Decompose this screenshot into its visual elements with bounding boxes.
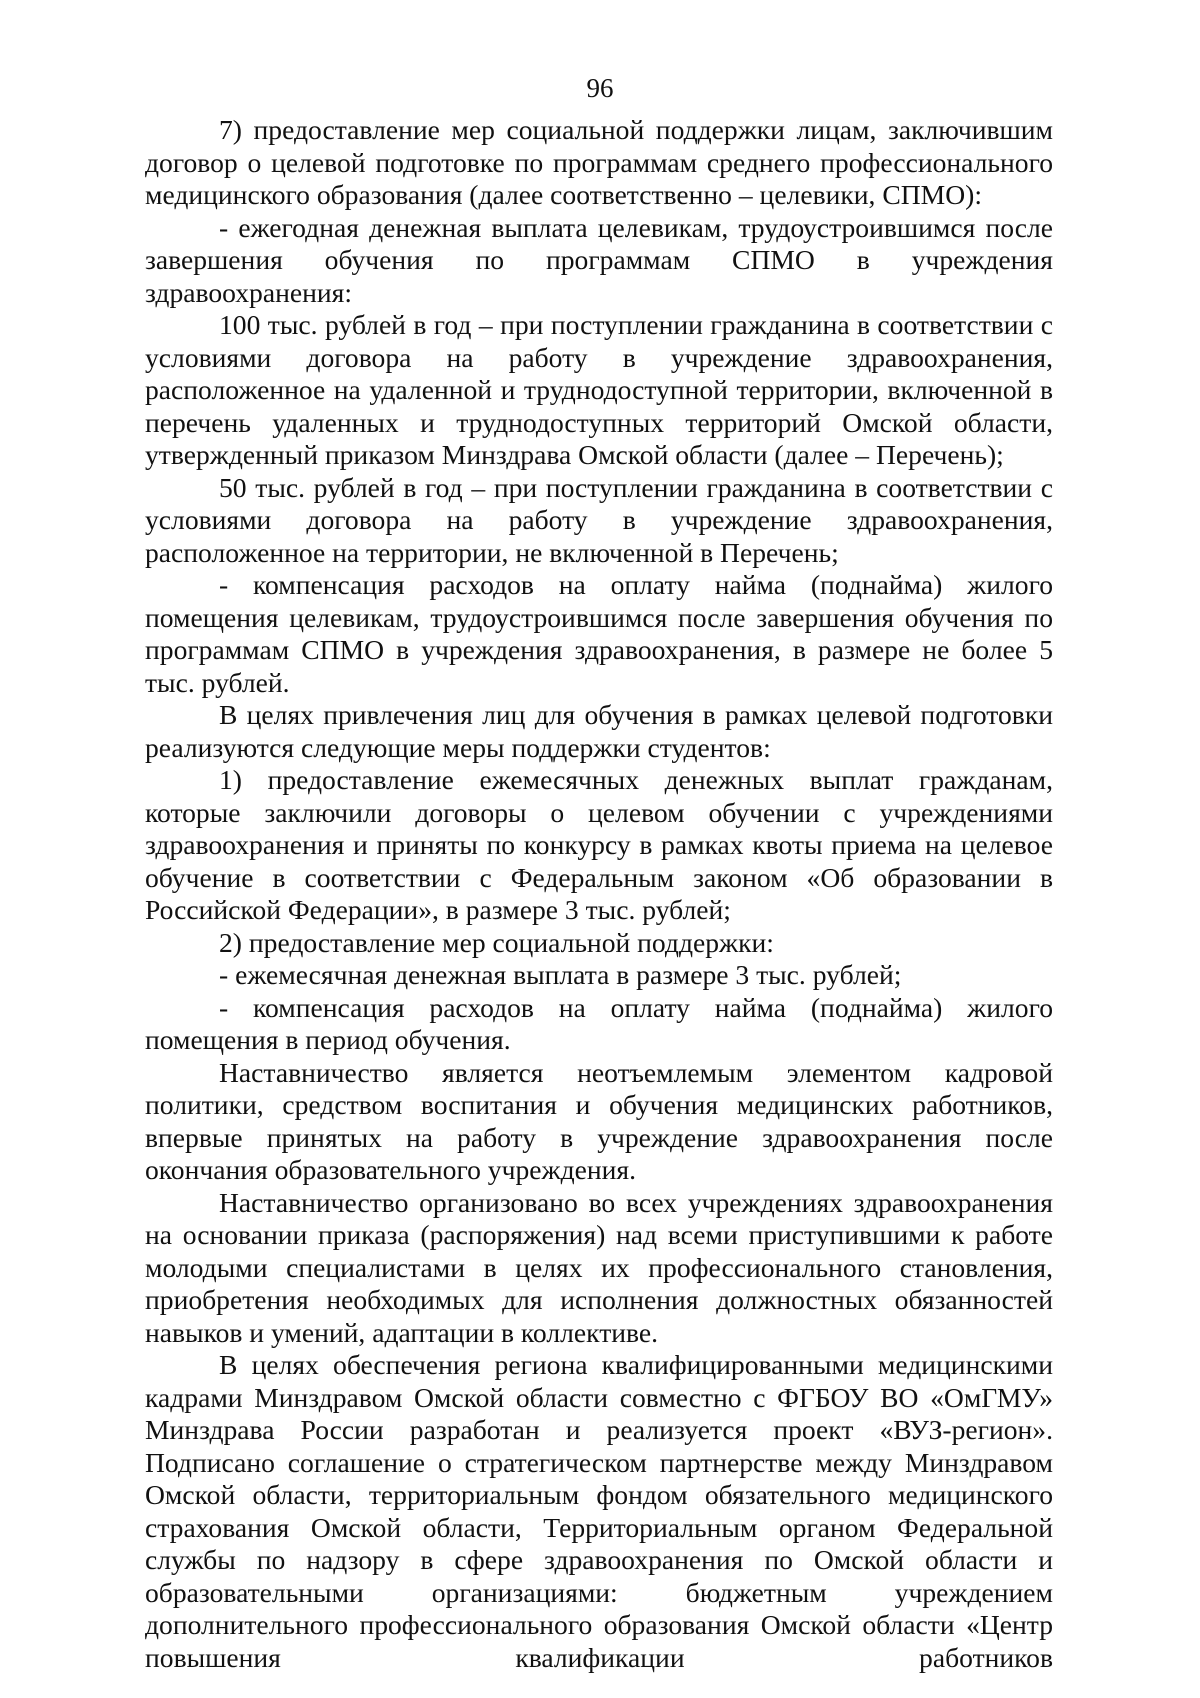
paragraph: - компенсация расходов на оплату найма (поднайма) жилого помещения в период обучения. [145, 991, 1053, 1055]
document-body [145, 114, 1053, 1674]
paragraph: 50 тыс. рублей в год – при поступлении гражданина в соответствии с условиями договора на работу в учреждение здравоохранения, расположенное на территории, не включенной в Перечень; [145, 471, 1053, 568]
paragraph: В целях привлечения лиц для обучения в рамках целевой подготовки реализуются следующие меры поддержки студентов: [145, 699, 1053, 763]
paragraph: 2) предоставление мер социальной поддержки: [219, 926, 774, 958]
paragraph: Наставничество организовано во всех учреждениях здравоохранения на основании приказа (распоряжения) над всеми приступившими к работе молодыми специалистами в целях их профессионального становления, приобретения необходимых для исполнения должностных обязанностей навыков и умений, адаптации в коллективе. [145, 1186, 1053, 1348]
paragraph: 7) предоставление мер социальной поддержки лицам, заключившим договор о целевой подготовке по программам среднего профессионального медицинского образования (далее соответственно – целевики, СПМО): [145, 114, 1053, 210]
paragraph: - ежегодная денежная выплата целевикам, трудоустроившимся после завершения обучения по программам СПМО в учреждения здравоохранения: [145, 211, 1053, 308]
paragraph: 1) предоставление ежемесячных денежных выплат гражданам, которые заключили договоры о целевом обучении с учреждениями здравоохранения и приняты по конкурсу в рамках квоты приема на целевое обучение в соответствии с Федеральным законом «Об образовании в Российской Федерации», в размере 3 тыс. рублей; [145, 764, 1053, 925]
paragraph: 100 тыс. рублей в год – при поступлении гражданина в соответствии с условиями договора на работу в учреждение здравоохранения, расположенное на удаленной и труднодоступной территории, включенной в перечень удаленных и труднодоступных территорий Омской области, утвержденный приказом Минздрава Омской области (далее – Перечень); [145, 309, 1053, 470]
paragraph: - ежемесячная денежная выплата в размере 3 тыс. рублей; [219, 959, 902, 990]
paragraph: - компенсация расходов на оплату найма (поднайма) жилого помещения целевикам, трудоустроившимся после завершения обучения по программам СПМО в учреждения здравоохранения, в размере не более 5 тыс. рублей. [145, 569, 1053, 698]
paragraph: Наставничество является неотъемлемым элементом кадровой политики, средством воспитания и обучения медицинских работников, впервые принятых на работу в учреждение здравоохранения после окончания образовательного учреждения. [145, 1056, 1053, 1185]
paragraph: В целях обеспечения региона квалифицированными медицинскими кадрами Минздравом Омской области совместно с ФГБОУ ВО «ОмГМУ» Минздрава России разработан и реализуется проект «ВУЗ-регион». Подписано соглашение о стратегическом партнерстве между Минздравом Омской области, территориальным фондом обязательного медицинского страхования Омской области, Территориальным органом Федеральной службы по надзору в сфере здравоохранения по Омской области и образовательными организациями: бюджетным учреждением дополнительного профессионального образования Омской области «Центр повышения квалификации работников [145, 1349, 1053, 1673]
page-number: 96 [586, 73, 614, 103]
